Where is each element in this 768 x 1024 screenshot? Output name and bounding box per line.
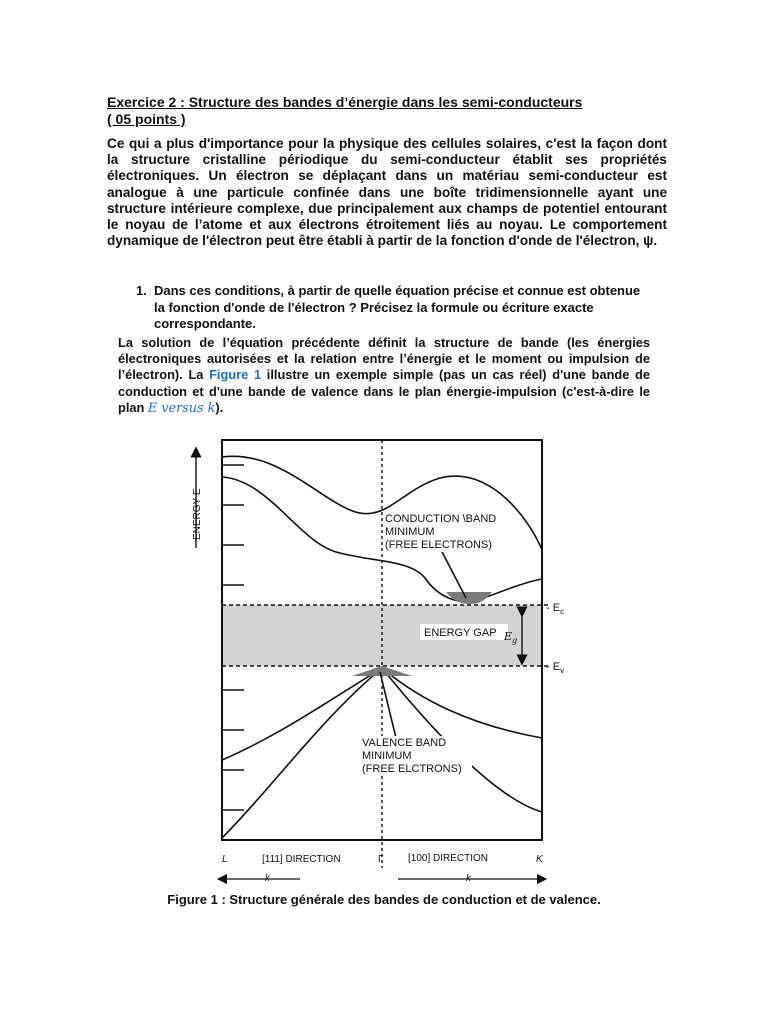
solution-text-2: illustre un exemple simple (pas un cas réel) d'une bande de conduction et d'une bande de valence dans le plan énergie-impulsion (c'est-à-dire le plan [118, 367, 650, 415]
eg-label: E [504, 630, 513, 643]
exercise-points: ( 05 points ) [107, 111, 186, 127]
k-label-right: k [466, 873, 471, 884]
valence-label-1: VALENCE BAND [362, 737, 447, 749]
conduction-label-1: CONDUCTION \BAND [385, 513, 497, 525]
valence-label-3: (FREE ELCTRONS) [362, 763, 462, 775]
energy-axis-label: ENERGY E [192, 488, 203, 540]
conduction-pointer [440, 548, 466, 598]
question-number: 1. [136, 283, 147, 298]
svg-text:- Ev [546, 661, 564, 675]
x-direction-111: [111] DIRECTION [262, 854, 341, 865]
figure-link[interactable]: Figure 1 [209, 367, 262, 383]
x-label-l: L [222, 854, 228, 865]
x-label-k: K [536, 854, 543, 865]
ec-label: - E [546, 602, 561, 614]
valence-label-2: MINIMUM [362, 750, 412, 762]
conduction-minimum-shade [446, 592, 492, 604]
valence-band-left-1 [222, 668, 382, 838]
question-text: Dans ces conditions, à partir de quelle équation précise et connue est obtenue la fonction d'onde de l'électron ? Précisez la formule ou écriture exacte correspondante. [154, 283, 641, 331]
energy-gap-label: ENERGY GAP [424, 627, 497, 639]
valence-band-left-2 [222, 668, 382, 760]
ev-label: - E [546, 661, 561, 673]
solution-text-1: La solution de l’équation précédente définit la structure de bande (les énergies électroniques autorisées et la relation entre l’énergie et le moment ou impulsion de l’électron). La [118, 335, 650, 383]
eg-sub: g [512, 636, 518, 645]
ec-sub: c [560, 607, 565, 616]
exercise-title-line1: Exercice 2 : Structure des bandes d’énergie dans les semi-conducteurs [107, 94, 583, 110]
x-direction-100: [100] DIRECTION [408, 853, 489, 864]
solution-text-3: ). [215, 399, 224, 415]
conduction-label-2: MINIMUM [385, 526, 435, 538]
x-label-gamma: Γ [378, 854, 384, 865]
conduction-label-3: (FREE ELECTRONS) [385, 539, 492, 551]
k-label-left: k [265, 873, 270, 884]
svg-text:- Ec [546, 602, 564, 616]
intro-paragraph: Ce qui a plus d'importance pour la physique des cellules solaires, c'est la façon dont la structure cristalline périodique du semi-conducteur établit ses propriétés électroniques. Un électron se déplaçant dans un matériau semi-conducteur est analogue à une particule confinée dans une boîte tridimensionnelle ayant une structure intérieure complexe, due principalement aux champs de potentiel entourant le noyau de l’atome et aux électrons étroitement liés au noyau. Le comportement dynamique de l'électron peut être établi à partir de la fonction d'onde de l'électron, ψ. [107, 136, 667, 249]
valence-band-right-1 [382, 668, 542, 738]
math-e-versus-k: E versus k [147, 400, 216, 416]
figure-caption: Figure 1 : Structure générale des bandes de conduction et de valence. [167, 892, 601, 907]
ev-sub: v [560, 666, 565, 675]
valence-maximum-shade [352, 666, 412, 676]
